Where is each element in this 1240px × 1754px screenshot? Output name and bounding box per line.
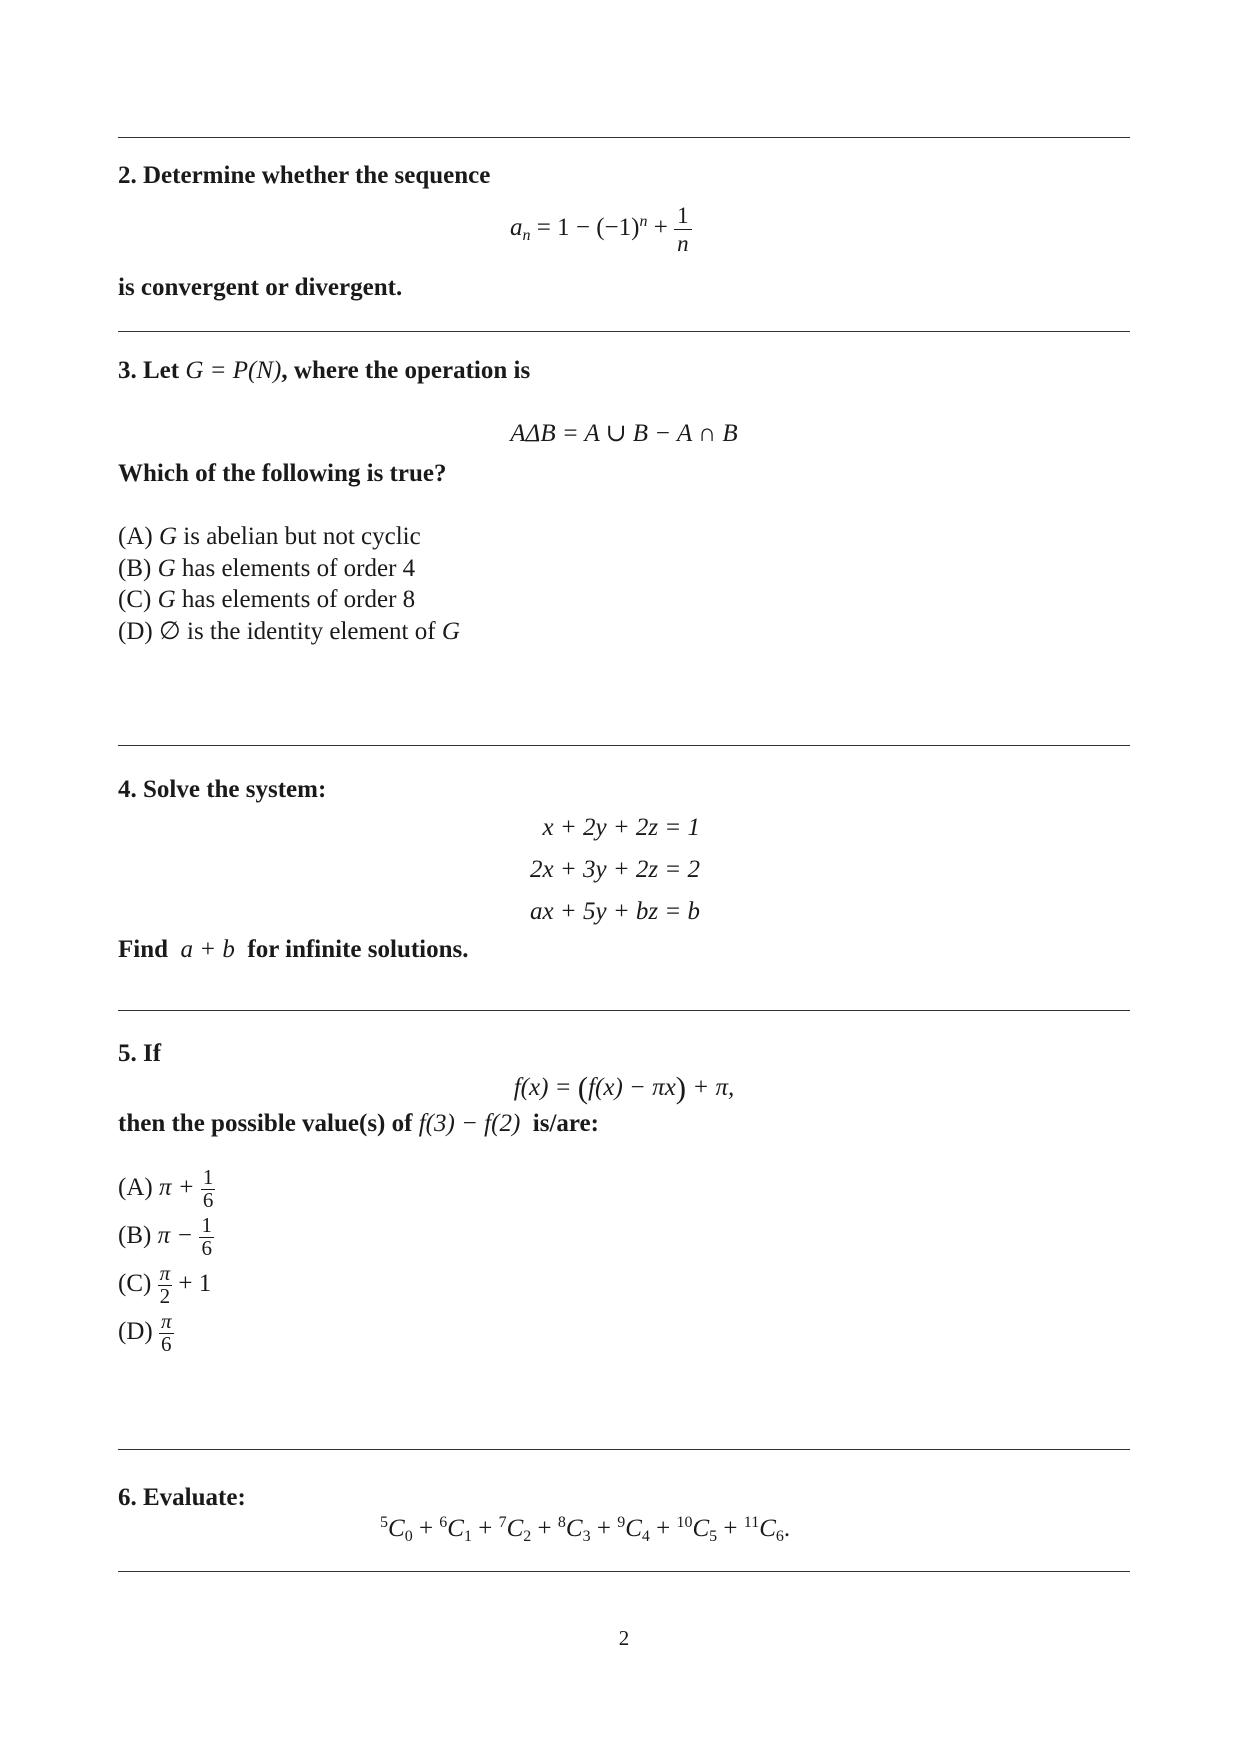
find-math: a + b bbox=[180, 936, 235, 963]
question-5-options bbox=[118, 1165, 215, 1360]
divider bbox=[118, 1010, 1130, 1011]
fraction-numerator: 1 bbox=[201, 1213, 212, 1237]
combination-term bbox=[439, 1514, 472, 1545]
equation-1: x + 2y + 2z = 1 bbox=[542, 814, 701, 841]
option-a bbox=[118, 521, 460, 553]
formula-right: + π, bbox=[686, 1074, 735, 1101]
option-label: (D) bbox=[118, 1318, 153, 1346]
option-fraction bbox=[158, 1261, 173, 1308]
term-sup: 5 bbox=[380, 1514, 388, 1531]
option-label: (A) bbox=[118, 523, 153, 550]
question-5-formula bbox=[118, 1070, 1130, 1106]
question-2-prompt: 2. Determine whether the sequence bbox=[118, 162, 491, 189]
option-label: (B) bbox=[118, 554, 152, 582]
option-var: G bbox=[158, 523, 178, 550]
plus-sign: + bbox=[471, 1515, 499, 1542]
formula-var: a bbox=[510, 214, 523, 242]
plus-sign: + bbox=[531, 1515, 558, 1542]
question-6-formula bbox=[380, 1514, 790, 1546]
fraction-denominator: 6 bbox=[202, 1187, 214, 1212]
combination-term bbox=[380, 1514, 413, 1545]
question-6-prompt: 6. Evaluate: bbox=[118, 1484, 246, 1511]
option-var: ∅ bbox=[158, 617, 181, 645]
option-pre: π − bbox=[157, 1222, 200, 1250]
option-text: has elements of order 8 bbox=[175, 586, 416, 613]
term-base: C bbox=[447, 1515, 464, 1542]
fraction-denominator: 6 bbox=[201, 1235, 212, 1260]
term-sub: 0 bbox=[404, 1528, 413, 1545]
question-3-options bbox=[118, 521, 460, 647]
option-text: has elements of order 4 bbox=[175, 554, 416, 582]
option-pre: π + bbox=[158, 1174, 201, 1202]
divider bbox=[118, 745, 1130, 746]
term-sup: 11 bbox=[743, 1514, 760, 1531]
open-paren: ( bbox=[577, 1070, 589, 1105]
term-base: C bbox=[506, 1515, 524, 1542]
option-label: (C) bbox=[118, 586, 152, 613]
then-prefix: then the possible value(s) of bbox=[118, 1110, 413, 1137]
term-base: C bbox=[692, 1515, 710, 1542]
option-var: G bbox=[157, 586, 176, 613]
option-var: G bbox=[157, 554, 176, 582]
term-base: C bbox=[625, 1515, 642, 1542]
option-d bbox=[118, 1309, 215, 1360]
find-prefix: Find bbox=[118, 936, 169, 963]
formula-end: . bbox=[783, 1515, 791, 1542]
term-sub: 6 bbox=[775, 1528, 784, 1545]
then-math: f(3) − f(2) bbox=[418, 1110, 521, 1137]
fraction-denominator: 2 bbox=[159, 1283, 171, 1308]
term-sub: 2 bbox=[523, 1528, 532, 1545]
combination-term bbox=[676, 1514, 718, 1545]
question-2-tail: is convergent or divergent. bbox=[118, 274, 403, 301]
formula-power: n bbox=[639, 213, 648, 231]
combination-term bbox=[743, 1514, 784, 1545]
term-sup: 9 bbox=[617, 1514, 626, 1531]
find-suffix: for infinite solutions. bbox=[247, 936, 469, 963]
option-post: + 1 bbox=[172, 1270, 212, 1298]
question-4-system bbox=[530, 807, 700, 933]
fraction-numerator: π bbox=[160, 1309, 172, 1333]
question-3-question: Which of the following is true? bbox=[118, 460, 447, 487]
combination-term bbox=[498, 1514, 532, 1545]
divider bbox=[118, 331, 1130, 332]
option-label: (C) bbox=[118, 1270, 152, 1298]
fraction-numerator: 1 bbox=[202, 1165, 214, 1189]
term-sup: 7 bbox=[498, 1514, 507, 1531]
term-base: C bbox=[388, 1515, 405, 1542]
option-fraction bbox=[201, 1165, 216, 1212]
fraction bbox=[674, 204, 692, 255]
plus-sign: + bbox=[412, 1515, 440, 1542]
term-sub: 4 bbox=[641, 1528, 650, 1545]
fraction-denominator: 6 bbox=[160, 1331, 172, 1356]
divider bbox=[118, 1449, 1130, 1450]
formula-plus: + bbox=[647, 214, 675, 242]
option-text: is the identity element of bbox=[180, 617, 442, 645]
equation-3: ax + 5y + bz = b bbox=[530, 898, 701, 925]
question-5-prompt: 5. If bbox=[118, 1040, 162, 1067]
option-fraction bbox=[159, 1309, 174, 1356]
question-4-prompt: 4. Solve the system: bbox=[118, 776, 327, 803]
term-base: C bbox=[759, 1515, 776, 1542]
option-b bbox=[118, 1213, 215, 1264]
question-3-formula: AΔB = A ∪ B − A ∩ B bbox=[510, 420, 738, 447]
question-5-then bbox=[118, 1110, 599, 1138]
divider bbox=[118, 1571, 1130, 1572]
option-a bbox=[118, 1165, 215, 1216]
combination-term bbox=[557, 1514, 591, 1545]
then-suffix: is/are: bbox=[532, 1110, 599, 1137]
close-paren: ) bbox=[675, 1070, 687, 1105]
plus-sign: + bbox=[717, 1515, 744, 1542]
prompt-math: G = P(N) bbox=[185, 357, 282, 384]
plus-sign: + bbox=[649, 1515, 677, 1542]
combination-term bbox=[617, 1514, 650, 1545]
option-fraction bbox=[199, 1213, 214, 1260]
question-4-find bbox=[118, 936, 469, 964]
formula-subscript: n bbox=[522, 227, 531, 245]
prompt-suffix: , where the operation is bbox=[281, 357, 531, 384]
fraction-denominator: n bbox=[677, 231, 689, 256]
plus-sign: + bbox=[590, 1515, 618, 1542]
term-sup: 6 bbox=[439, 1514, 448, 1531]
option-c bbox=[118, 1261, 215, 1312]
option-label: (A) bbox=[118, 1174, 153, 1202]
option-b bbox=[118, 553, 460, 585]
term-sub: 5 bbox=[709, 1528, 718, 1545]
equation-2: 2x + 3y + 2z = 2 bbox=[530, 856, 701, 883]
formula-inner: f(x) − πx bbox=[588, 1074, 676, 1101]
option-label: (B) bbox=[118, 1222, 152, 1250]
term-sub: 3 bbox=[582, 1528, 591, 1545]
option-d bbox=[118, 616, 460, 648]
term-sup: 8 bbox=[557, 1514, 566, 1531]
option-label: (D) bbox=[118, 617, 153, 645]
fraction-numerator: π bbox=[159, 1261, 171, 1285]
option-suffix-var: G bbox=[441, 617, 460, 645]
prompt-prefix: 3. Let bbox=[118, 357, 180, 384]
fraction-numerator: 1 bbox=[674, 204, 692, 230]
term-sub: 1 bbox=[463, 1528, 472, 1545]
divider bbox=[118, 137, 1130, 138]
question-2-formula bbox=[510, 204, 692, 255]
question-3-prompt bbox=[118, 357, 530, 385]
formula-left: f(x) = bbox=[513, 1074, 578, 1101]
term-sup: 10 bbox=[676, 1514, 693, 1531]
term-base: C bbox=[565, 1515, 583, 1542]
option-c bbox=[118, 584, 460, 616]
formula-middle: = 1 − (−1) bbox=[530, 214, 640, 242]
option-text: is abelian but not cyclic bbox=[177, 523, 421, 550]
page-number: 2 bbox=[618, 1626, 630, 1650]
